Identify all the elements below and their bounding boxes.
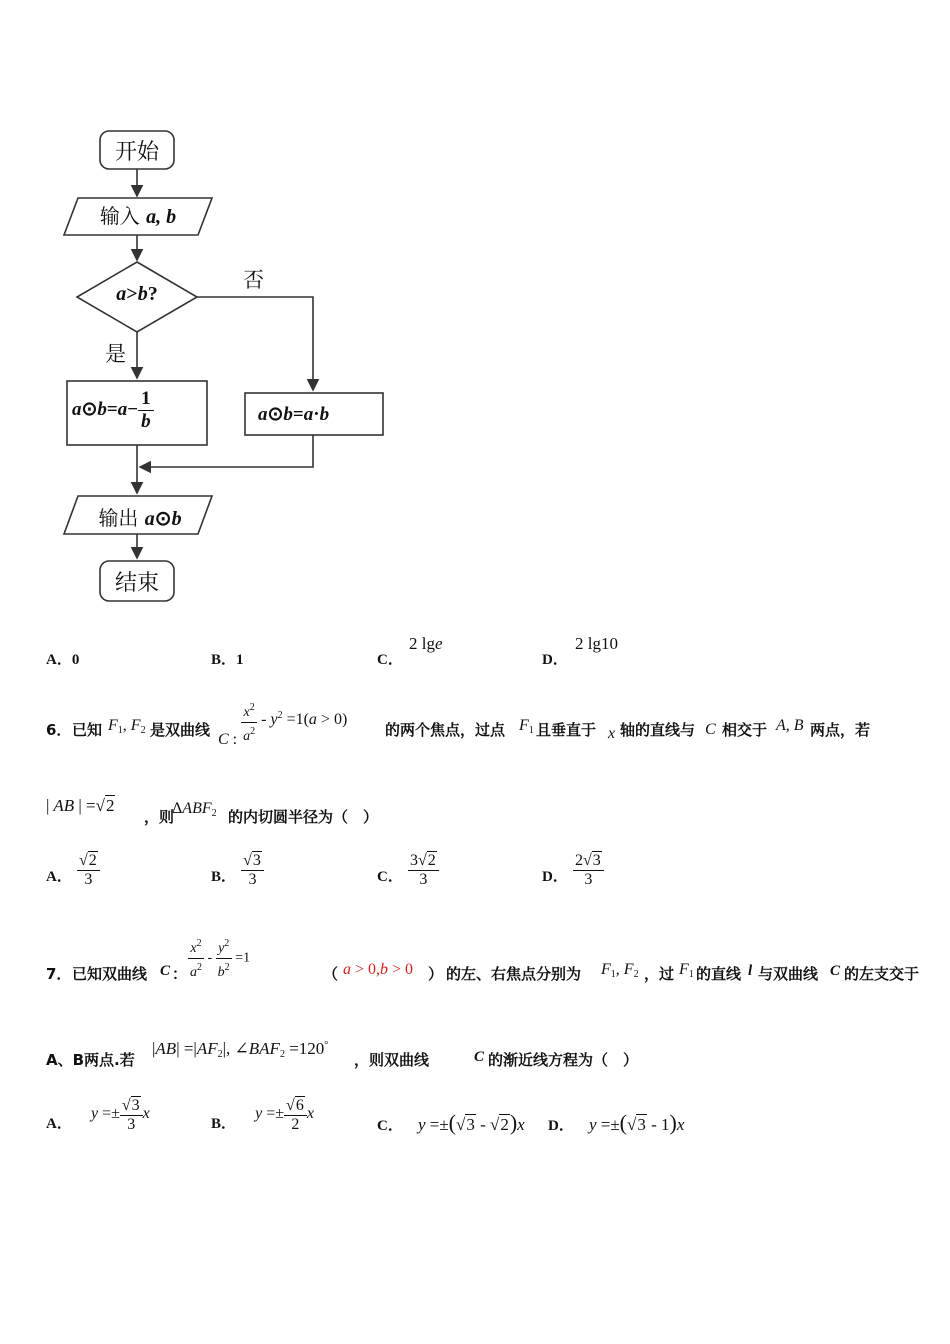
flow-no-label: 否 [243,268,264,292]
flow-input-text: 输入 [99,204,147,228]
q6-option-d: D． $\frac{2√3}{3}$ [542,852,604,889]
q6-option-a: A． $\frac{√2}{3}$ [46,852,100,889]
flow-end-label: 结束 [114,571,159,596]
q7-option-b: B． y =± $\frac{√6}{2}$ x [211,1097,314,1133]
flow-decision-label: a>b? [116,283,158,305]
q5-option-c-value: 2 lge [409,634,443,653]
q7-option-a: A． y =± $\frac{√3}{3}$ x [46,1097,150,1133]
flow-output-label: 输出 a⊙b [98,506,182,530]
q6-stem-line1: 6． 已知 $F_1$, $F_2$ 是双曲线 C : $\frac{x^2}{a^2}$ - $y^2 =1(a > 0)$ 的两个焦点，过点 $F_1$ 且垂直于 x 轴的直线与 C 相交于 A, B 两点，若 [46,697,926,747]
q5-option-b: B．1 [211,652,244,668]
q6-option-b: B． $\frac{√3}{3}$ [211,852,264,889]
q7-stem-line1: 7． 已知双曲线 C ： $\frac{x^2}{a^2}$ - $\frac{y^2}{b^2}$ =1 （ a > 0,b > 0 ） 的左、右焦点分别为 $F_1$, $F_2$ ，过 $F_1$ 的直线 l 与双曲线 C 的左支交于 [46,935,926,985]
q5-option-d-value: 2 lg10 [575,634,618,653]
q5-option-a: A．0 [46,652,80,668]
q7-stem-line2: A、B两点.若 $|AB| =|AF_2|$, $\angle BAF_2 =120^\circ$ ，则双曲线 C 的渐近线方程为（ ） [46,1039,639,1069]
q7-option-d: D． y =±(√3 - 1)x [548,1110,685,1135]
q6-option-c: C． $\frac{3√2}{3}$ [377,852,439,889]
q5-option-c: C． [377,652,403,668]
q7-option-c: C． y =±(√3 - √2)x [377,1110,525,1135]
flow-start-label: 开始 [114,140,159,165]
flow-input-label: 输入 a, b [99,204,177,228]
flow-no-box-label: a⊙b=a·b [258,404,330,425]
flow-yes-label: 是 [105,342,126,366]
q5-option-d: D． [542,652,568,668]
q6-stem-line2: | AB | =√2 ，则 $\Delta ABF_2$ 的内切圆半径为（ ） [46,796,379,826]
flow-yes-box-label: a⊙b=a− $\frac{1}{b}$ [72,388,154,433]
flowchart [50,120,410,610]
